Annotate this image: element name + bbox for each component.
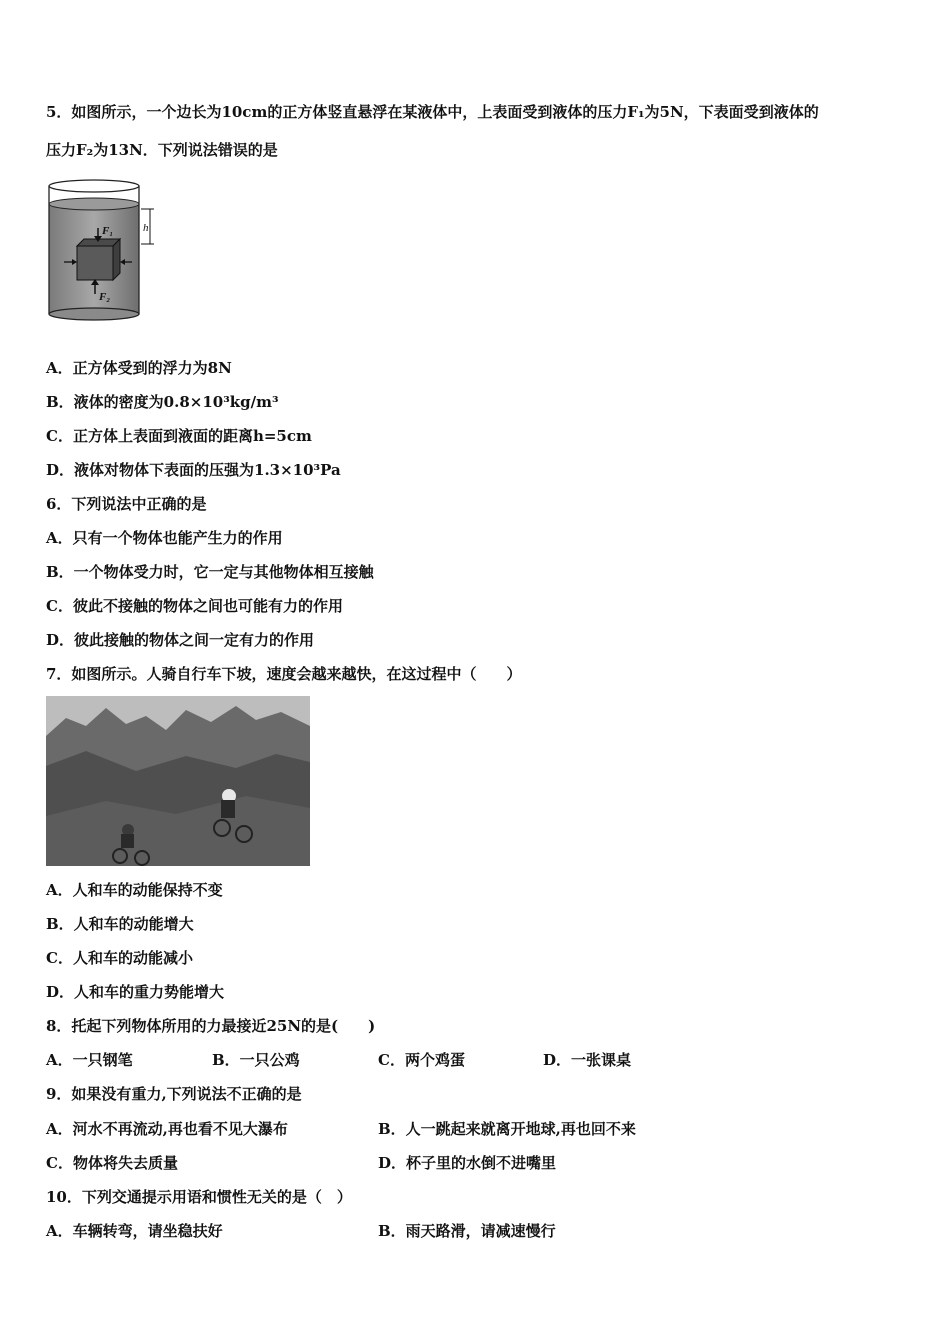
f1-label: F₁ bbox=[102, 225, 114, 237]
beaker-rim bbox=[49, 180, 139, 192]
cyclist2-body bbox=[121, 834, 134, 848]
q8-option-a[interactable]: A．一只钢笔 bbox=[46, 1051, 133, 1069]
q9-option-d[interactable]: D．杯子里的水倒不进嘴里 bbox=[378, 1154, 557, 1172]
q5-option-a[interactable]: A．正方体受到的浮力为8N bbox=[46, 359, 232, 377]
cube-front bbox=[77, 246, 113, 280]
q7-photo-cyclists bbox=[46, 696, 310, 866]
q6-option-b[interactable]: B．一个物体受力时，它一定与其他物体相互接触 bbox=[46, 563, 374, 581]
q5-option-d[interactable]: D．液体对物体下表面的压强为1.3×10³Pa bbox=[46, 461, 341, 479]
q6-option-d[interactable]: D．彼此接触的物体之间一定有力的作用 bbox=[46, 631, 315, 649]
beaker-diagram bbox=[44, 176, 164, 324]
h-label: h bbox=[143, 222, 149, 234]
q6-stem: 6．下列说法中正确的是 bbox=[46, 495, 207, 513]
q5-stem-line2: 压力F₂为13N．下列说法错误的是 bbox=[46, 141, 278, 159]
q7-option-c[interactable]: C．人和车的动能减小 bbox=[46, 949, 193, 967]
q10-stem: 10．下列交通提示用语和惯性无关的是（ ） bbox=[46, 1188, 352, 1206]
q9-option-a[interactable]: A．河水不再流动,再也看不见大瀑布 bbox=[46, 1120, 288, 1138]
q5-option-b[interactable]: B．液体的密度为0.8×10³kg/m³ bbox=[46, 393, 279, 411]
q8-option-b[interactable]: B．一只公鸡 bbox=[212, 1051, 300, 1069]
q7-stem: 7．如图所示。人骑自行车下坡，速度会越来越快，在这过程中（ ） bbox=[46, 665, 522, 683]
q10-option-a[interactable]: A．车辆转弯，请坐稳扶好 bbox=[46, 1222, 223, 1240]
q10-option-b[interactable]: B．雨天路滑，请减速慢行 bbox=[378, 1222, 556, 1240]
f2-label: F₂ bbox=[99, 291, 111, 303]
q9-option-c[interactable]: C．物体将失去质量 bbox=[46, 1154, 178, 1172]
q9-option-b[interactable]: B．人一跳起来就离开地球,再也回不来 bbox=[378, 1120, 636, 1138]
cyclist-body bbox=[221, 800, 235, 818]
q5-stem-line1: 5．如图所示，一个边长为10cm的正方体竖直悬浮在某液体中，上表面受到液体的压力F₁为5N，下表面受到液体的 bbox=[46, 103, 819, 121]
liquid-surface bbox=[49, 198, 139, 210]
q5-figure-beaker bbox=[44, 176, 164, 324]
beaker-bottom bbox=[49, 308, 139, 320]
q6-option-c[interactable]: C．彼此不接触的物体之间也可能有力的作用 bbox=[46, 597, 343, 615]
q8-stem: 8．托起下列物体所用的力最接近25N的是( ) bbox=[46, 1017, 376, 1035]
q7-option-d[interactable]: D．人和车的重力势能增大 bbox=[46, 983, 225, 1001]
q9-stem: 9．如果没有重力,下列说法不正确的是 bbox=[46, 1085, 302, 1103]
q7-option-a[interactable]: A．人和车的动能保持不变 bbox=[46, 881, 223, 899]
q5-option-c[interactable]: C．正方体上表面到液面的距离h=5cm bbox=[46, 427, 312, 445]
q8-option-d[interactable]: D．一张课桌 bbox=[543, 1051, 632, 1069]
q6-option-a[interactable]: A．只有一个物体也能产生力的作用 bbox=[46, 529, 283, 547]
downhill-bike-photo bbox=[46, 696, 310, 866]
cube-side bbox=[113, 239, 120, 280]
q7-option-b[interactable]: B．人和车的动能增大 bbox=[46, 915, 194, 933]
q8-option-c[interactable]: C．两个鸡蛋 bbox=[378, 1051, 465, 1069]
